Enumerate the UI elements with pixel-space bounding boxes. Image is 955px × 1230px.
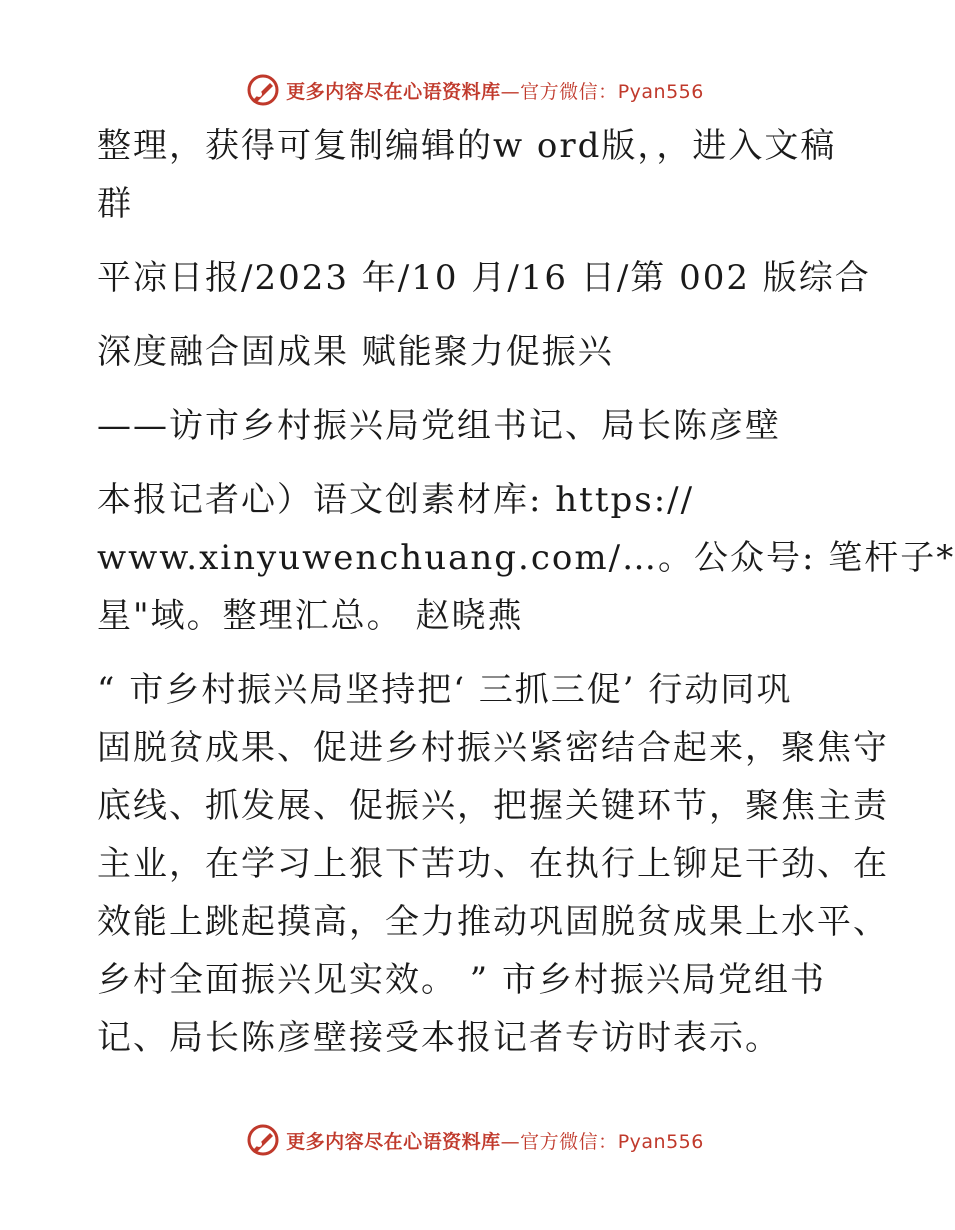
- banner-brand: 更多内容尽在心语资料库: [286, 80, 501, 103]
- footer-banner-content: [246, 1123, 704, 1157]
- body-line: 整理，获得可复制编辑的w ord版，，进入文稿: [97, 126, 837, 166]
- banner-text: [286, 1127, 704, 1154]
- article-subtitle: ——访市乡村振兴局党组书记、局长陈彦壁: [97, 406, 781, 446]
- body-line: 底线、抓发展、促振兴，把握关键环节，聚焦主责: [97, 786, 889, 826]
- body-line: 星"域。整理汇总。 赵晓燕: [97, 596, 524, 636]
- article-title: 深度融合固成果 赋能聚力促振兴: [97, 332, 614, 372]
- body-line: 本报记者心）语文创素材库: https://: [97, 480, 695, 520]
- footer-banner: [0, 1120, 950, 1160]
- body-line: 群: [97, 184, 133, 224]
- header-banner-content: [246, 73, 704, 107]
- banner-official: 官方微信：: [520, 80, 618, 103]
- body-line: “ 市乡村振兴局坚持把‘ 三抓三促’ 行动同巩: [97, 670, 793, 710]
- banner-brand: 更多内容尽在心语资料库: [286, 1130, 501, 1153]
- pen-logo-icon: [246, 73, 280, 107]
- body-line: 固脱贫成果、促进乡村振兴紧密结合起来，聚焦守: [97, 728, 889, 768]
- banner-dash: —: [500, 80, 521, 103]
- body-line: 效能上跳起摸高，全力推动巩固脱贫成果上水平、: [97, 902, 889, 942]
- banner-handle: Pyan556: [617, 1130, 704, 1153]
- body-line: 乡村全面振兴见实效。 ” 市乡村振兴局党组书: [97, 960, 826, 1000]
- banner-handle: Pyan556: [617, 80, 704, 103]
- header-banner: [0, 70, 950, 110]
- banner-dash: —: [500, 1130, 521, 1153]
- banner-text: [286, 77, 704, 104]
- body-line: www.xinyuwenchuang.com/…。公众号: 笔杆子*: [97, 538, 955, 578]
- body-line: 主业，在学习上狠下苦功、在执行上铆足干劲、在: [97, 844, 889, 884]
- article-source: 平凉日报/2023 年/10 月/16 日/第 002 版综合: [97, 258, 871, 298]
- banner-official: 官方微信：: [520, 1130, 618, 1153]
- pen-logo-icon: [246, 1123, 280, 1157]
- body-line: 记、局长陈彦壁接受本报记者专访时表示。: [97, 1018, 781, 1058]
